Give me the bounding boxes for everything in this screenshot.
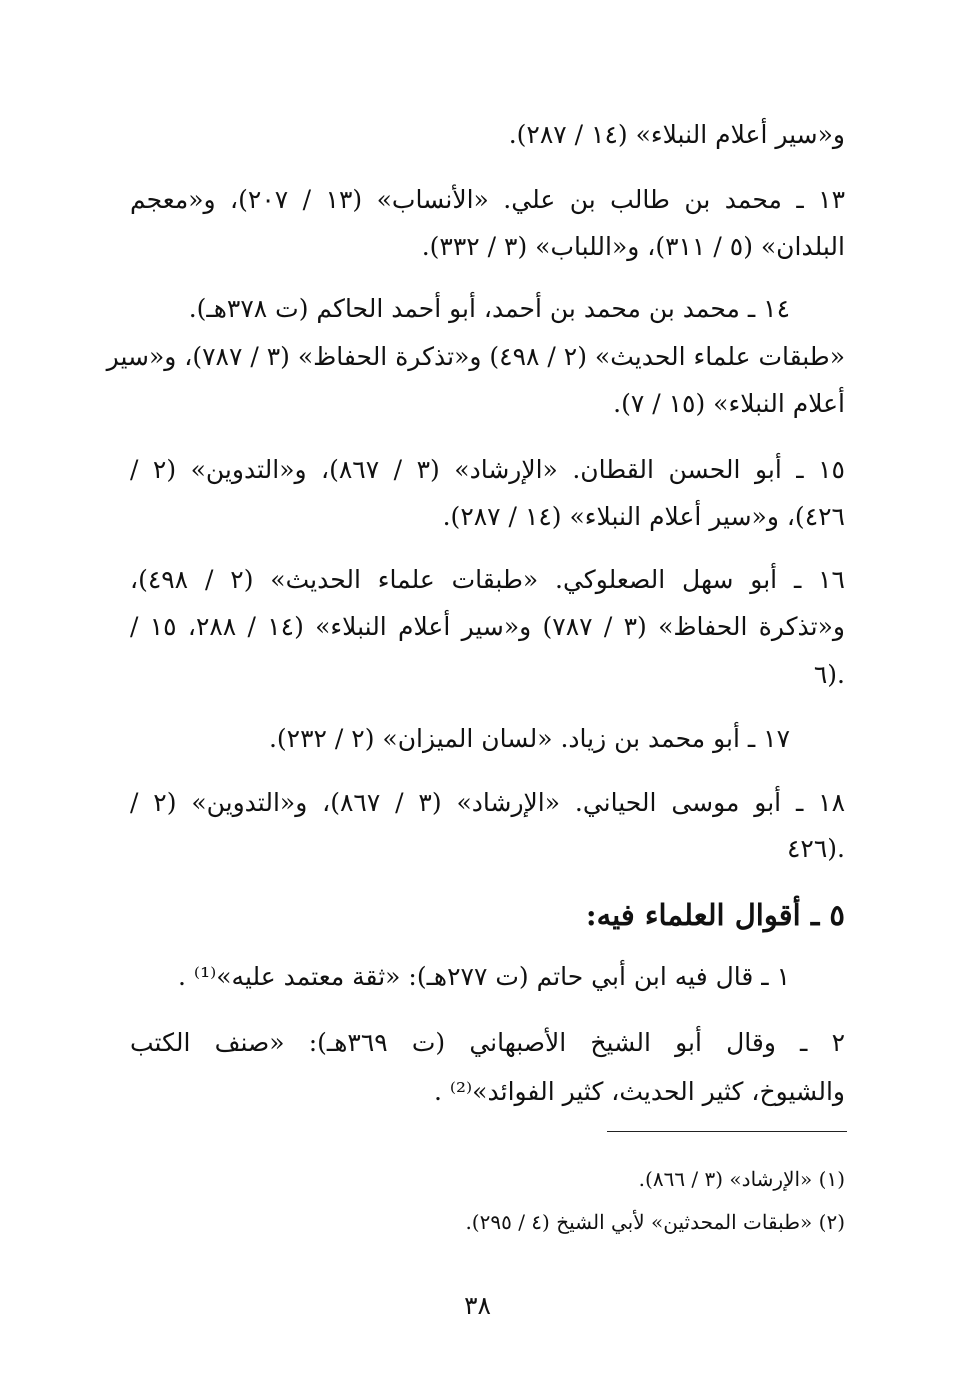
footnote-1: (١) «الإرشاد» (٣ / ٨٦٦). (638, 1167, 845, 1191)
entry-16-line-1: ١٦ ـ أبو سهل الصعلوكي. «طبقات علماء الحديث» (٢ / ٤٩٨)، (130, 565, 845, 594)
footnote-2: (٢) «طبقات المحدثين» لأبي الشيخ (٤ / ٢٩٥). (465, 1210, 845, 1234)
entry-18-line-2: ٤٢٦). (787, 834, 845, 863)
quote-2-line-1: ٢ ـ وقال أبو الشيخ الأصبهاني (ت ٣٦٩هـ): «صنف الكتب (130, 1028, 845, 1057)
entry-14-line-1: ١٤ ـ محمد بن محمد بن أحمد، أبو أحمد الحاكم (ت ٣٧٨هـ). (188, 294, 790, 323)
entry-14-line-3: أعلام النبلاء» (١٥ / ٧). (613, 389, 845, 418)
entry-16-line-3: ٦). (813, 660, 845, 689)
entry-14-line-2: «طبقات علماء الحديث» (٢ / ٤٩٨) و«تذكرة الحفاظ» (٣ / ٧٨٧)، و«سير (106, 342, 845, 371)
entry-13-line-1: ١٣ ـ محمد بن طالب بن علي. «الأنساب» (١٣ / ٢٠٧)، و«معجم (130, 185, 845, 214)
footnote-separator (607, 1131, 847, 1132)
page-number: ٣٨ (464, 1291, 491, 1320)
entry-15-line-1: ١٥ ـ أبو الحسن القطان. «الإرشاد» (٣ / ٨٦٧)، و«التدوين» (٢ / (130, 455, 845, 484)
quote-2-line-2: والشيوخ، كثير الحديث، كثير الفوائد»⁽²⁾ . (433, 1077, 845, 1106)
section-heading: ٥ ـ أقوال العلماء فيه: (585, 898, 845, 932)
entry-13-line-2: البلدان» (٥ / ٣١١)، و«اللباب» (٣ / ٣٣٢). (421, 232, 845, 261)
entry-17: ١٧ ـ أبو محمد بن زياد. «لسان الميزان» (٢ / ٢٣٢). (268, 724, 790, 753)
entry-15-line-2: ٤٢٦)، و«سير أعلام النبلاء» (١٤ / ٢٨٧). (442, 502, 845, 531)
entry-16-line-2: و«تذكرة الحفاظ» (٣ / ٧٨٧) و«سير أعلام النبلاء» (١٤ / ٢٨٨، ١٥ / (130, 612, 845, 641)
entry-18-line-1: ١٨ ـ أبو موسى الحياني. «الإرشاد» (٣ / ٨٦٧)، و«التدوين» (٢ / (130, 788, 845, 817)
quote-1: ١ ـ قال فيه ابن أبي حاتم (ت ٢٧٧هـ): «ثقة معتمد عليه»⁽¹⁾ . (178, 962, 790, 991)
entry-12-continuation: و«سير أعلام النبلاء» (١٤ / ٢٨٧). (508, 120, 845, 149)
